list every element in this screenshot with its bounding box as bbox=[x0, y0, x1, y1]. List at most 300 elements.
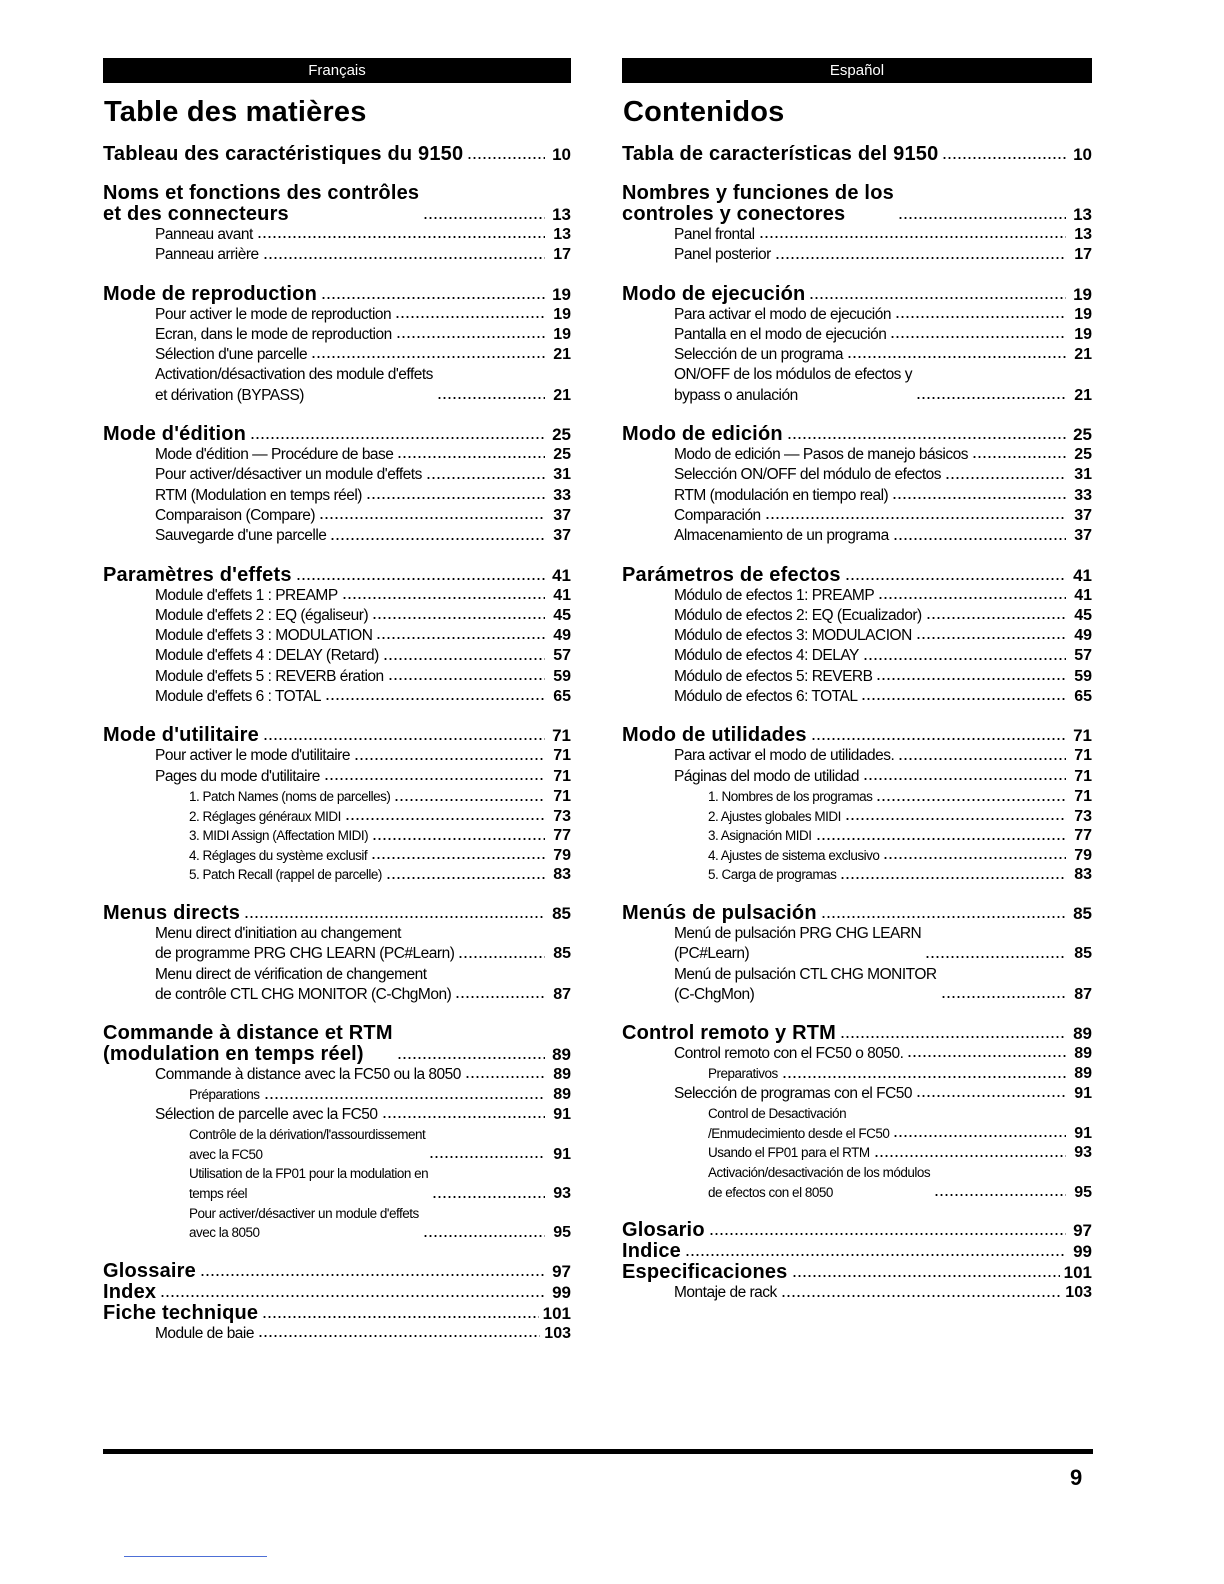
toc-entry bbox=[622, 506, 1092, 526]
toc-entry bbox=[622, 667, 1092, 687]
toc-page-number: 59 bbox=[553, 667, 571, 685]
dot-leader bbox=[467, 155, 545, 161]
dot-leader bbox=[257, 234, 545, 240]
toc-page-number: 37 bbox=[1074, 527, 1092, 545]
dot-leader bbox=[330, 536, 545, 542]
toc-entry bbox=[103, 506, 571, 526]
toc-page-number: 91 bbox=[553, 1105, 571, 1123]
toc-entry bbox=[103, 1204, 571, 1243]
toc-page-number: 13 bbox=[553, 226, 571, 243]
dot-leader bbox=[372, 836, 545, 842]
dot-leader bbox=[972, 454, 1066, 460]
toc-page-number: 41 bbox=[552, 565, 571, 585]
dot-leader bbox=[296, 576, 545, 582]
toc-entry-text: Indice bbox=[622, 1240, 681, 1263]
dot-leader bbox=[945, 475, 1066, 481]
toc-page-number: 97 bbox=[1073, 1221, 1092, 1241]
toc-entry bbox=[622, 586, 1092, 606]
toc-entry-text: Control remoto y RTM bbox=[622, 1022, 836, 1045]
toc-entry bbox=[103, 183, 571, 225]
toc-entry bbox=[622, 746, 1092, 766]
toc-entry-text: Panel posterior bbox=[674, 246, 771, 264]
toc-entry bbox=[622, 626, 1092, 646]
toc-page-number: 10 bbox=[552, 145, 571, 164]
toc-page-number: 19 bbox=[1074, 305, 1092, 323]
toc-page-number: 59 bbox=[1074, 667, 1092, 685]
toc-entry bbox=[103, 626, 571, 646]
toc-entry-text: Tableau des caractéristiques du 9150 bbox=[103, 143, 464, 165]
toc-entry bbox=[103, 1303, 571, 1324]
toc-entry-text: Glosario bbox=[622, 1219, 705, 1242]
decorative-line bbox=[124, 1556, 267, 1557]
dot-leader bbox=[264, 1095, 545, 1101]
toc-entry bbox=[103, 225, 571, 245]
toc-page-number: 93 bbox=[553, 1185, 571, 1203]
toc-entry bbox=[622, 1262, 1092, 1283]
dot-leader bbox=[383, 656, 545, 662]
toc-entry-text: Para activar el modo de utilidades. bbox=[674, 747, 895, 765]
dot-leader bbox=[465, 1074, 545, 1080]
dot-leader bbox=[787, 435, 1066, 441]
dot-leader bbox=[893, 536, 1066, 542]
toc-entry-text: Selección de programas con el FC50 bbox=[674, 1084, 913, 1102]
toc-page-number: 89 bbox=[553, 1086, 571, 1104]
toc-entry-text: Module d'effets 1 : PREAMP bbox=[155, 586, 338, 604]
toc-page-number: 91 bbox=[1074, 1084, 1092, 1102]
dot-leader bbox=[941, 994, 1066, 1000]
toc-entry bbox=[622, 965, 1092, 1006]
toc-entry-text: Fiche technique bbox=[103, 1301, 259, 1324]
toc-page-number: 101 bbox=[542, 1303, 571, 1323]
dot-leader bbox=[311, 354, 545, 360]
toc-page-number: 71 bbox=[553, 787, 571, 805]
toc-entry-text: Menu direct d'initiation au changement de programme PRG CHG LEARN (PC#Learn) bbox=[155, 924, 455, 963]
dot-leader bbox=[423, 1233, 545, 1239]
toc-page-number: 19 bbox=[553, 305, 571, 323]
toc-entry-text: 3. MIDI Assign (Affectation MIDI) bbox=[189, 828, 369, 844]
dot-leader bbox=[160, 1293, 545, 1299]
toc-page-number: 85 bbox=[1074, 945, 1092, 963]
toc-entry bbox=[103, 1065, 571, 1085]
toc-entry bbox=[622, 865, 1092, 885]
toc-entry-text: Menú de pulsación CTL CHG MONITOR (C-ChgMon) bbox=[674, 965, 937, 1003]
toc-page-number: 77 bbox=[553, 827, 571, 845]
toc-page-number: 79 bbox=[1074, 846, 1092, 864]
toc-entry bbox=[103, 687, 571, 707]
toc-page-number: 25 bbox=[553, 446, 571, 464]
toc-page-number: 73 bbox=[553, 807, 571, 825]
dot-leader bbox=[890, 334, 1066, 340]
toc-page-number: 103 bbox=[1065, 1284, 1092, 1302]
toc-entry bbox=[622, 526, 1092, 546]
dot-leader bbox=[386, 875, 545, 881]
toc-entry bbox=[103, 767, 571, 787]
toc-entry-text: Pour activer/désactiver un module d'effets bbox=[155, 466, 422, 484]
toc-page-number: 87 bbox=[1074, 985, 1092, 1003]
dot-leader bbox=[324, 776, 545, 782]
dot-leader bbox=[396, 334, 545, 340]
dot-leader bbox=[926, 615, 1066, 621]
toc-entry-text: Paramètres d'effets bbox=[103, 563, 292, 586]
dot-leader bbox=[876, 676, 1066, 682]
dot-leader bbox=[916, 395, 1066, 401]
toc-page-number: 19 bbox=[1073, 284, 1092, 304]
toc-entry-text: Activation/désactivation des module d'effets et dérivation (BYPASS) bbox=[155, 366, 433, 404]
toc-entry bbox=[103, 586, 571, 606]
toc-entry bbox=[622, 1023, 1092, 1044]
toc-page-number: 37 bbox=[553, 527, 571, 545]
toc-entry-text: Module d'effets 3 : MODULATION bbox=[155, 627, 373, 645]
toc-entry-text: Tabla de características del 9150 bbox=[622, 143, 939, 165]
toc-entry bbox=[622, 767, 1092, 787]
toc-page-number: 13 bbox=[552, 205, 571, 224]
toc-page-number: 19 bbox=[553, 325, 571, 343]
toc-entry bbox=[622, 1044, 1092, 1064]
toc-entry bbox=[103, 1023, 571, 1065]
toc-entry-text: Index bbox=[103, 1280, 157, 1303]
toc-page-number: 87 bbox=[553, 985, 571, 1003]
dot-leader bbox=[395, 314, 545, 320]
toc-entry-text: Module d'effets 2 : EQ (égaliseur) bbox=[155, 606, 369, 624]
dot-leader bbox=[792, 1273, 1060, 1279]
dot-leader bbox=[942, 155, 1066, 161]
toc-entry bbox=[103, 846, 571, 866]
dot-leader bbox=[432, 1194, 545, 1200]
toc-page-number: 71 bbox=[552, 726, 571, 746]
toc-page-number: 83 bbox=[1074, 866, 1092, 884]
toc-entry-text: 4. Ajustes de sistema exclusivo bbox=[708, 847, 880, 863]
toc-page-number: 41 bbox=[1074, 586, 1092, 604]
toc-entry-text: Module d'effets 4 : DELAY (Retard) bbox=[155, 647, 379, 665]
toc-page-number: 103 bbox=[544, 1324, 571, 1342]
toc-entry bbox=[622, 565, 1092, 586]
toc-entry bbox=[622, 465, 1092, 485]
toc-entry-text: Montaje de rack bbox=[674, 1284, 777, 1302]
dot-leader bbox=[893, 1133, 1066, 1139]
toc-page-number: 57 bbox=[553, 647, 571, 665]
toc-entry bbox=[622, 924, 1092, 965]
toc-entry bbox=[622, 245, 1092, 265]
toc-page-number: 71 bbox=[553, 747, 571, 765]
toc-entry-text: Sauvegarde d'une parcelle bbox=[155, 527, 327, 545]
toc-entry-text: Modo de edición bbox=[622, 423, 783, 446]
toc-entry-text: Noms et fonctions des contrôles et des connecteurs bbox=[103, 182, 420, 225]
toc-entry-text: Activación/desactivación de los módulos de efectos con el 8050 bbox=[708, 1165, 931, 1200]
toc-list-espanol bbox=[622, 144, 1092, 1304]
toc-page-number: 21 bbox=[553, 386, 571, 404]
toc-entry-text: Menu direct de vérification de changement de contrôle CTL CHG MONITOR (C-ChgMon) bbox=[155, 965, 452, 1003]
toc-entry-text: Commande à distance et RTM (modulation en temps réel) bbox=[103, 1022, 393, 1066]
dot-leader bbox=[916, 635, 1066, 641]
toc-entry-text: Pour activer le mode d'utilitaire bbox=[155, 747, 350, 765]
toc-page-number: 25 bbox=[1074, 446, 1092, 464]
toc-entry bbox=[622, 445, 1092, 465]
dot-leader bbox=[388, 676, 545, 682]
toc-entry bbox=[622, 424, 1092, 445]
toc-page-number: 65 bbox=[1074, 688, 1092, 706]
toc-entry-text: Módulo de efectos 5: REVERB bbox=[674, 667, 873, 685]
dot-leader bbox=[863, 776, 1066, 782]
dot-leader bbox=[709, 1231, 1066, 1237]
toc-page-number: 95 bbox=[1074, 1183, 1092, 1201]
dot-leader bbox=[840, 1034, 1066, 1040]
toc-entry bbox=[103, 746, 571, 766]
toc-entry-text: Pour activer/désactiver un module d'effets avec la 8050 bbox=[189, 1205, 419, 1241]
dot-leader bbox=[685, 1252, 1066, 1258]
toc-page-number: 71 bbox=[1074, 787, 1092, 805]
toc-entry-text: Páginas del modo de utilidad bbox=[674, 767, 860, 785]
toc-entry bbox=[622, 725, 1092, 746]
toc-page-number: 33 bbox=[553, 486, 571, 504]
toc-entry-text: 1. Nombres de los programas bbox=[708, 788, 873, 804]
toc-entry bbox=[103, 445, 571, 465]
dot-leader bbox=[816, 836, 1066, 842]
toc-entry-text: Utilisation de la FP01 pour la modulation en temps réel bbox=[189, 1166, 429, 1202]
toc-entry bbox=[103, 486, 571, 506]
toc-entry-text: Contrôle de la dérivation/l'assourdissement avec la FC50 bbox=[189, 1127, 426, 1162]
toc-page-number: 41 bbox=[553, 586, 571, 604]
toc-page-number: 89 bbox=[1074, 1045, 1092, 1063]
dot-leader bbox=[321, 295, 545, 301]
toc-entry-text: Pour activer le mode de reproduction bbox=[155, 305, 392, 323]
toc-page-number: 33 bbox=[1074, 486, 1092, 504]
toc-entry-text: Pantalla en el modo de ejecución bbox=[674, 325, 887, 343]
dot-leader bbox=[809, 295, 1066, 301]
toc-entry bbox=[103, 284, 571, 305]
toc-entry bbox=[103, 826, 571, 846]
column-espanol bbox=[622, 58, 1092, 1304]
dot-leader bbox=[925, 954, 1066, 960]
toc-page-number: 25 bbox=[1073, 425, 1092, 445]
toc-page-number: 91 bbox=[553, 1145, 571, 1163]
dot-leader bbox=[934, 1192, 1066, 1198]
toc-entry bbox=[622, 183, 1092, 225]
toc-title-espanol: Contenidos bbox=[623, 96, 785, 128]
dot-leader bbox=[345, 816, 545, 822]
toc-page-number: 97 bbox=[552, 1261, 571, 1281]
toc-entry-text: 2. Ajustes globales MIDI bbox=[708, 808, 841, 824]
toc-entry bbox=[103, 807, 571, 827]
toc-entry-text: 5. Patch Recall (rappel de parcelle) bbox=[189, 867, 382, 883]
dot-leader bbox=[863, 656, 1066, 662]
toc-entry-text: Especificaciones bbox=[622, 1261, 788, 1284]
toc-entry-text: 1. Patch Names (noms de parcelles) bbox=[189, 788, 391, 804]
toc-entry bbox=[622, 144, 1092, 165]
toc-entry-text: ON/OFF de los módulos de efectos y bypass o anulación bbox=[674, 366, 912, 404]
toc-page-number: 37 bbox=[553, 506, 571, 524]
toc-entry bbox=[622, 606, 1092, 626]
toc-page-number: 99 bbox=[1073, 1242, 1092, 1262]
toc-entry bbox=[622, 345, 1092, 365]
toc-entry-text: Para activar el modo de ejecución bbox=[674, 305, 891, 323]
toc-entry bbox=[622, 1241, 1092, 1262]
toc-entry-text: 3. Asignación MIDI bbox=[708, 828, 812, 844]
dot-leader bbox=[898, 756, 1066, 762]
dot-leader bbox=[319, 515, 545, 521]
toc-entry bbox=[103, 606, 571, 626]
toc-entry-text: Selección de un programa bbox=[674, 346, 843, 364]
toc-page-number: 85 bbox=[553, 945, 571, 963]
dot-leader bbox=[342, 595, 545, 601]
toc-entry bbox=[103, 144, 571, 165]
toc-entry-text: Comparación bbox=[674, 506, 761, 524]
toc-entry bbox=[103, 1282, 571, 1303]
toc-page-number: 89 bbox=[1074, 1065, 1092, 1083]
toc-entry bbox=[622, 687, 1092, 707]
toc-page-number: 10 bbox=[1073, 145, 1092, 164]
dot-leader bbox=[874, 1153, 1066, 1159]
toc-entry bbox=[622, 787, 1092, 807]
toc-title-francais: Table des matières bbox=[104, 96, 367, 128]
toc-entry bbox=[103, 526, 571, 546]
toc-entry-text: RTM (Modulation en temps réel) bbox=[155, 486, 362, 504]
dot-leader bbox=[397, 454, 545, 460]
toc-entry bbox=[622, 305, 1092, 325]
toc-entry bbox=[622, 646, 1092, 666]
dot-leader bbox=[371, 855, 545, 861]
toc-entry bbox=[622, 1143, 1092, 1163]
dot-leader bbox=[354, 756, 545, 762]
toc-entry-text: 5. Carga de programas bbox=[708, 867, 837, 883]
toc-entry bbox=[103, 865, 571, 885]
toc-entry bbox=[622, 1220, 1092, 1241]
dot-leader bbox=[821, 914, 1066, 920]
toc-entry bbox=[622, 1163, 1092, 1202]
toc-entry-text: Nombres y funciones de los controles y conectores bbox=[622, 182, 894, 225]
toc-entry bbox=[622, 486, 1092, 506]
toc-entry bbox=[103, 465, 571, 485]
dot-leader bbox=[263, 736, 545, 742]
toc-page-number: 91 bbox=[1074, 1124, 1092, 1142]
toc-page-number: 21 bbox=[1074, 386, 1092, 404]
toc-page-number: 101 bbox=[1063, 1263, 1092, 1283]
toc-page-number: 19 bbox=[1074, 325, 1092, 343]
toc-entry-text: Menú de pulsación PRG CHG LEARN (PC#Learn) bbox=[674, 924, 922, 963]
toc-page-number: 71 bbox=[1074, 767, 1092, 785]
dot-leader bbox=[455, 994, 545, 1000]
toc-entry-text: Módulo de efectos 2: EQ (Ecualizador) bbox=[674, 606, 922, 624]
dot-leader bbox=[845, 576, 1066, 582]
toc-page-number: 93 bbox=[1074, 1144, 1092, 1162]
toc-entry bbox=[103, 305, 571, 325]
page-number: 9 bbox=[1070, 1465, 1083, 1490]
toc-entry-text: Mode d'édition — Procédure de base bbox=[155, 446, 394, 464]
toc-page-number: 83 bbox=[553, 866, 571, 884]
dot-leader bbox=[437, 395, 545, 401]
column-francais bbox=[103, 58, 571, 1344]
dot-leader bbox=[263, 255, 545, 261]
toc-entry bbox=[103, 245, 571, 265]
toc-page-number: 89 bbox=[1073, 1024, 1092, 1044]
toc-entry bbox=[622, 1104, 1092, 1143]
toc-entry bbox=[622, 284, 1092, 305]
toc-entry-text: Pages du mode d'utilitaire bbox=[155, 767, 320, 785]
toc-page-number: 13 bbox=[1073, 205, 1092, 224]
toc-page-number: 71 bbox=[1073, 726, 1092, 746]
dot-leader bbox=[878, 595, 1066, 601]
dot-leader bbox=[200, 1272, 545, 1278]
toc-entry-text: Modo de edición — Pasos de manejo básicos bbox=[674, 446, 968, 464]
dot-leader bbox=[394, 797, 545, 803]
dot-leader bbox=[895, 314, 1066, 320]
dot-leader bbox=[775, 255, 1066, 261]
toc-entry-text: Comparaison (Compare) bbox=[155, 506, 316, 524]
toc-entry-text: Preparativos bbox=[708, 1066, 778, 1082]
dot-leader bbox=[423, 215, 545, 221]
toc-entry bbox=[103, 1324, 571, 1344]
dot-leader bbox=[782, 1074, 1066, 1080]
toc-page-number: 99 bbox=[552, 1282, 571, 1302]
dot-leader bbox=[325, 696, 545, 702]
toc-entry bbox=[103, 565, 571, 586]
toc-entry-text: Almacenamiento de un programa bbox=[674, 527, 889, 545]
toc-entry-text: Préparations bbox=[189, 1087, 260, 1103]
toc-page-number: 21 bbox=[553, 346, 571, 364]
dot-leader bbox=[811, 736, 1066, 742]
toc-entry bbox=[103, 1261, 571, 1282]
toc-page-number: 45 bbox=[553, 606, 571, 624]
toc-entry bbox=[103, 787, 571, 807]
toc-entry-text: Panneau arrière bbox=[155, 246, 259, 264]
toc-page-number: 65 bbox=[553, 688, 571, 706]
toc-entry bbox=[622, 225, 1092, 245]
toc-entry-text: Commande à distance avec la FC50 ou la 8050 bbox=[155, 1066, 461, 1084]
dot-leader bbox=[847, 354, 1066, 360]
toc-entry-text: Selección ON/OFF del módulo de efectos bbox=[674, 466, 942, 484]
toc-page-number: 17 bbox=[553, 246, 571, 264]
toc-entry-text: Menus directs bbox=[103, 901, 241, 924]
toc-entry bbox=[103, 325, 571, 345]
toc-entry bbox=[103, 424, 571, 445]
toc-entry bbox=[622, 826, 1092, 846]
dot-leader bbox=[916, 1093, 1066, 1099]
dot-leader bbox=[372, 615, 545, 621]
dot-leader bbox=[244, 914, 545, 920]
toc-entry bbox=[622, 807, 1092, 827]
toc-page-number: 21 bbox=[1074, 346, 1092, 364]
dot-leader bbox=[898, 215, 1066, 221]
toc-list-francais bbox=[103, 144, 571, 1344]
toc-entry bbox=[103, 345, 571, 365]
toc-entry-text: Módulo de efectos 3: MODULACION bbox=[674, 627, 912, 645]
toc-entry-text: Module de baie bbox=[155, 1324, 254, 1342]
toc-entry bbox=[622, 365, 1092, 406]
toc-page-number: 71 bbox=[1074, 747, 1092, 765]
dot-leader bbox=[876, 797, 1066, 803]
toc-page-number: 71 bbox=[553, 767, 571, 785]
toc-page-number: 79 bbox=[553, 846, 571, 864]
toc-entry bbox=[103, 1105, 571, 1125]
toc-entry bbox=[103, 1085, 571, 1105]
toc-entry bbox=[103, 924, 571, 965]
toc-entry-text: Modo de ejecución bbox=[622, 282, 806, 305]
toc-entry bbox=[622, 903, 1092, 924]
toc-page-number: 41 bbox=[1073, 565, 1092, 585]
toc-page-number: 25 bbox=[552, 425, 571, 445]
dot-leader bbox=[250, 435, 545, 441]
toc-entry-text: RTM (modulación en tiempo real) bbox=[674, 486, 889, 504]
toc-page-number: 49 bbox=[553, 627, 571, 645]
toc-entry-text: Menús de pulsación bbox=[622, 901, 817, 924]
dot-leader bbox=[258, 1333, 540, 1339]
dot-leader bbox=[883, 855, 1066, 861]
toc-entry-text: Panel frontal bbox=[674, 226, 755, 243]
toc-page-number: 31 bbox=[553, 466, 571, 484]
toc-entry bbox=[622, 846, 1092, 866]
dot-leader bbox=[765, 515, 1066, 521]
dot-leader bbox=[781, 1293, 1062, 1299]
dot-leader bbox=[845, 816, 1066, 822]
